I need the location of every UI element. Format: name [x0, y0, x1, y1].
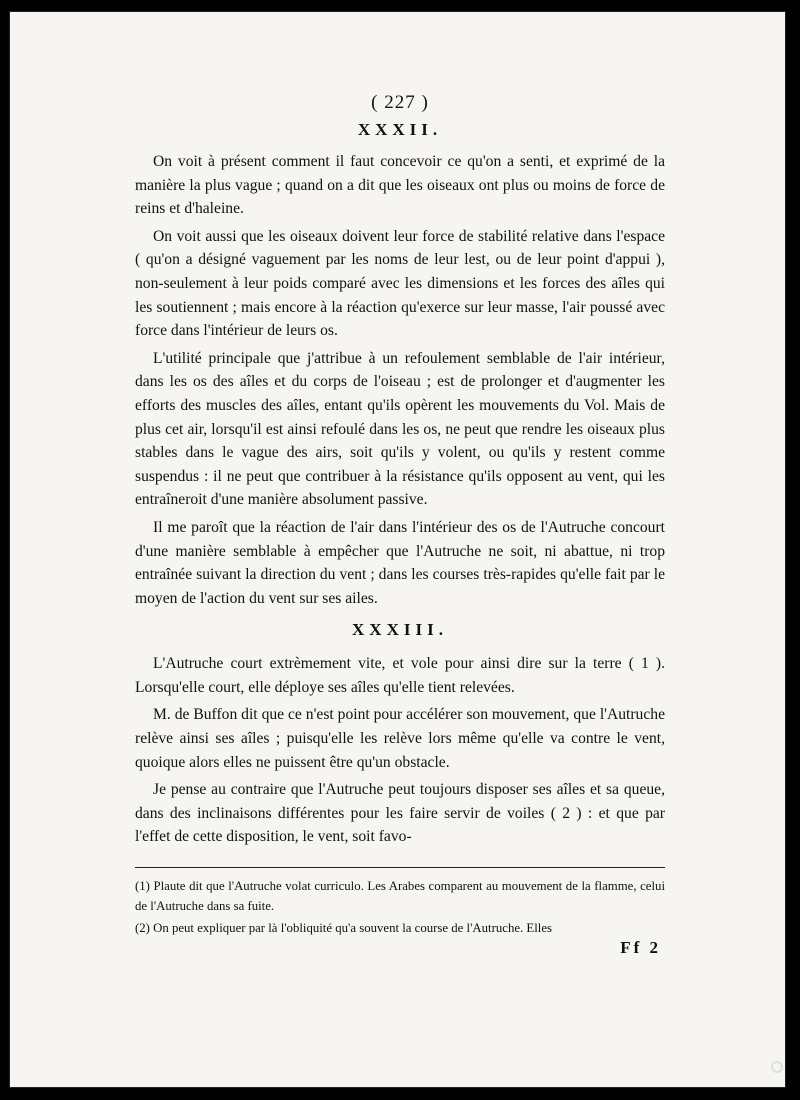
book-page	[10, 12, 785, 1087]
footnote: (2) On peut expliquer par là l'obliquité qu'a souvent la course de l'Autruche. Elles	[135, 921, 553, 936]
page-number: ( 227 )	[371, 92, 429, 113]
signature-mark: Ff 2	[620, 938, 661, 958]
paragraph: On voit à présent comment il faut concevoir ce qu'on a senti, et exprimé de la manière la plus vague ; quand on a dit que les oiseaux ont plus ou moins de force de reins et d'haleine.	[135, 153, 665, 218]
paragraph: Il me paroît que la réaction de l'air dans l'intérieur des os de l'Autruche concourt d'une manière semblable à empêcher que l'Autruche ne soit, ni abattue, ni trop entraînée suivant la direction du vent ; dans les courses très-rapides qu'elle fait par le moyen de l'action du vent sur ses ailes.	[135, 518, 665, 607]
paragraph: M. de Buffon dit que ce n'est point pour accélérer son mouvement, que l'Autruche relève ainsi ses aîles ; puisqu'elle les relève lors même qu'elle va contre le vent, quoique alors elles ne puissent être qu'un obstacle.	[135, 706, 665, 771]
scan-corner-mark	[771, 1061, 783, 1073]
page-content	[135, 92, 665, 958]
paragraph: Je pense au contraire que l'Autruche peut toujours disposer ses aîles et sa queue, dans des inclinaisons différentes pour les faire servir de voiles ( 2 ) : et que par l'effet de cette disposition, le vent, soit favo-	[135, 781, 665, 846]
footnote-divider	[135, 867, 665, 868]
section-heading-33: XXXIII.	[352, 620, 448, 640]
paragraph: L'Autruche court extrèmement vite, et vole pour ainsi dire sur la terre ( 1 ). Lorsqu'elle court, elle déploye ses aîles qu'elle tient relevées.	[135, 655, 665, 696]
footnote: (1) Plaute dit que l'Autruche volat curriculo. Les Arabes comparent au mouvement de la flamme, celui de l'Autruche dans sa fuite.	[135, 879, 665, 914]
paragraph: On voit aussi que les oiseaux doivent leur force de stabilité relative dans l'espace ( qu'on a désigné vaguement par les noms de leur lest, ou de leur point d'appui ), non-seulement à leur poids comparé avec les dimensions et les forces des aîles qui les soutiennent ; mais encore à la réaction qu'exerce sur leur masse, l'air poussé avec force dans l'intérieur de leurs os.	[135, 227, 665, 340]
section-heading-32: XXXII.	[357, 120, 443, 139]
paragraph: L'utilité principale que j'attribue à un refoulement semblable de l'air intérieur, dans les os des aîles et du corps de l'oiseau ; est de prolonger et d'augmenter les efforts des muscles des aîles, entant qu'ils opèrent les mouvements du Vol. Mais de plus cet air, lorsqu'il est ainsi refoulé dans les os, ne peut que rendre les oiseaux plus stables dans le vague des airs, soit qu'ils y volent, ou qu'ils y restent comme suspendus : il ne peut que contribuer à la résistance qu'ils opposent au vent, qui les entraîneroit d'une manière absolument passive.	[135, 349, 665, 509]
